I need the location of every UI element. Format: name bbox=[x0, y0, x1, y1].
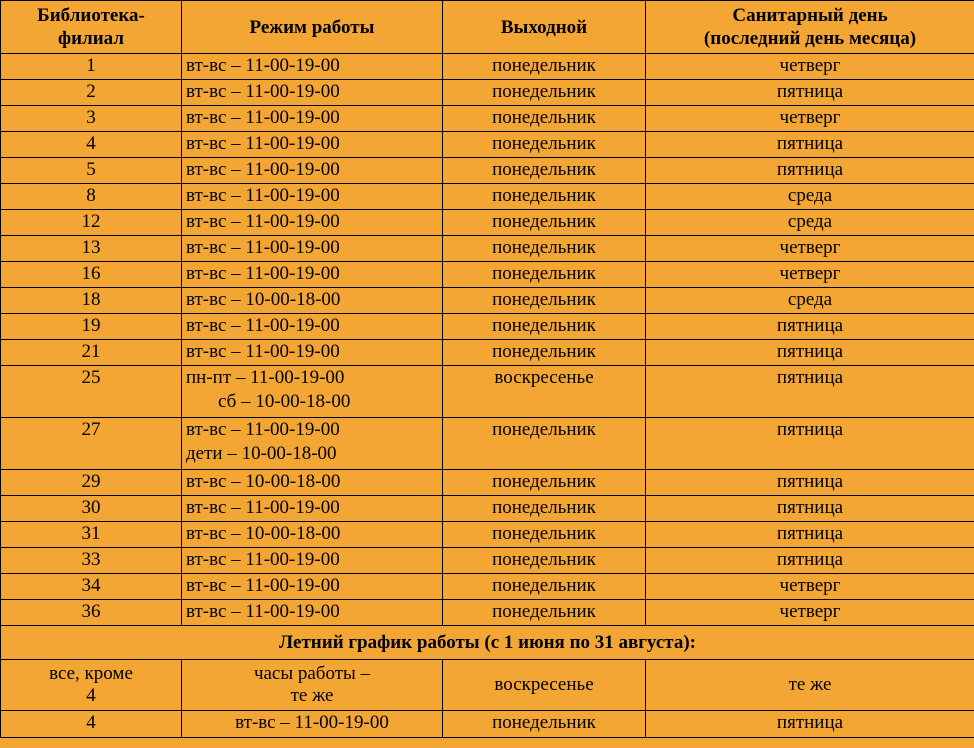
table-row bbox=[1, 158, 974, 184]
hours-cell bbox=[182, 340, 443, 366]
table-body bbox=[1, 54, 974, 626]
summer-branch: 4 bbox=[1, 711, 182, 738]
header-branch-line1: Библиотека- bbox=[37, 5, 145, 26]
hours-line: вт-вс – 11-00-19-00 bbox=[186, 81, 340, 102]
branch-number-cell: 18 bbox=[1, 288, 182, 314]
summer-branch-line2: 4 bbox=[86, 685, 96, 706]
table-row bbox=[1, 366, 974, 418]
table-row bbox=[1, 418, 974, 470]
summer-hours-line1: часы работы – bbox=[253, 663, 371, 684]
day-off-cell: понедельник bbox=[443, 184, 646, 210]
day-off-cell: понедельник bbox=[443, 106, 646, 132]
hours-line: вт-вс – 11-00-19-00 bbox=[186, 601, 340, 622]
day-off-cell: понедельник bbox=[443, 496, 646, 522]
branch-number-cell: 33 bbox=[1, 548, 182, 574]
branch-number-cell: 5 bbox=[1, 158, 182, 184]
hours-cell bbox=[182, 106, 443, 132]
day-off-cell: понедельник bbox=[443, 470, 646, 496]
hours-cell bbox=[182, 314, 443, 340]
hours-line: вт-вс – 11-00-19-00 bbox=[186, 159, 340, 180]
summer-hours bbox=[182, 660, 443, 711]
header-sanitary-line1: Санитарный день bbox=[732, 5, 888, 26]
sanitary-day-cell: пятница bbox=[646, 340, 974, 366]
sanitary-day-cell: пятница bbox=[646, 496, 974, 522]
day-off-cell: понедельник bbox=[443, 522, 646, 548]
sanitary-day-cell: среда bbox=[646, 210, 974, 236]
header-branch bbox=[1, 1, 182, 54]
hours-line: вт-вс – 10-00-18-00 bbox=[186, 471, 341, 492]
hours-cell bbox=[182, 80, 443, 106]
table-row bbox=[1, 288, 974, 314]
table-row bbox=[1, 54, 974, 80]
sanitary-day-cell: пятница bbox=[646, 366, 974, 418]
day-off-cell: понедельник bbox=[443, 340, 646, 366]
summer-row bbox=[1, 711, 974, 738]
hours-line: вт-вс – 10-00-18-00 bbox=[186, 523, 341, 544]
branch-number-cell: 25 bbox=[1, 366, 182, 418]
header-sanitary-line2: (последний день месяца) bbox=[703, 28, 917, 49]
branch-number-cell: 31 bbox=[1, 522, 182, 548]
day-off-cell: воскресенье bbox=[443, 366, 646, 418]
branch-number-cell: 29 bbox=[1, 470, 182, 496]
hours-cell bbox=[182, 522, 443, 548]
branch-number-cell: 34 bbox=[1, 574, 182, 600]
day-off-cell: понедельник bbox=[443, 80, 646, 106]
sanitary-day-cell: четверг bbox=[646, 54, 974, 80]
hours-cell bbox=[182, 158, 443, 184]
table-row bbox=[1, 600, 974, 626]
summer-hours-line2: те же bbox=[290, 685, 334, 706]
day-off-cell: понедельник bbox=[443, 418, 646, 470]
day-off-cell: понедельник bbox=[443, 574, 646, 600]
table-row bbox=[1, 80, 974, 106]
table-row bbox=[1, 340, 974, 366]
branch-number-cell: 8 bbox=[1, 184, 182, 210]
sanitary-day-cell: четверг bbox=[646, 236, 974, 262]
summer-day-off: понедельник bbox=[443, 711, 646, 738]
branch-number-cell: 27 bbox=[1, 418, 182, 470]
hours-line: вт-вс – 11-00-19-00 bbox=[186, 211, 340, 232]
sanitary-day-cell: среда bbox=[646, 184, 974, 210]
summer-row bbox=[1, 660, 974, 711]
summer-branch-line1: все, кроме bbox=[49, 663, 133, 684]
day-off-cell: понедельник bbox=[443, 158, 646, 184]
sanitary-day-cell: пятница bbox=[646, 548, 974, 574]
hours-cell bbox=[182, 418, 443, 470]
branch-number-cell: 13 bbox=[1, 236, 182, 262]
hours-line: вт-вс – 11-00-19-00 bbox=[186, 107, 340, 128]
summer-title: Летний график работы (с 1 июня по 31 августа): bbox=[1, 626, 974, 660]
header-sanitary bbox=[646, 1, 974, 54]
sanitary-day-cell: пятница bbox=[646, 470, 974, 496]
hours-line: вт-вс – 11-00-19-00 bbox=[186, 575, 340, 596]
summer-sanitary: те же bbox=[646, 660, 974, 711]
sanitary-day-cell: четверг bbox=[646, 262, 974, 288]
hours-cell bbox=[182, 600, 443, 626]
table-row bbox=[1, 184, 974, 210]
hours-line: вт-вс – 11-00-19-00 bbox=[186, 549, 340, 570]
day-off-cell: понедельник bbox=[443, 132, 646, 158]
header-day-off: Выходной bbox=[443, 1, 646, 54]
table-row bbox=[1, 522, 974, 548]
hours-cell bbox=[182, 132, 443, 158]
table-row bbox=[1, 236, 974, 262]
hours-cell bbox=[182, 210, 443, 236]
branch-number-cell: 4 bbox=[1, 132, 182, 158]
branch-number-cell: 16 bbox=[1, 262, 182, 288]
table-row bbox=[1, 106, 974, 132]
branch-number-cell: 30 bbox=[1, 496, 182, 522]
hours-cell bbox=[182, 236, 443, 262]
day-off-cell: понедельник bbox=[443, 600, 646, 626]
table-row bbox=[1, 210, 974, 236]
hours-cell bbox=[182, 496, 443, 522]
sanitary-day-cell: среда bbox=[646, 288, 974, 314]
summer-hours: вт-вс – 11-00-19-00 bbox=[182, 711, 443, 738]
day-off-cell: понедельник bbox=[443, 54, 646, 80]
branch-number-cell: 21 bbox=[1, 340, 182, 366]
day-off-cell: понедельник bbox=[443, 288, 646, 314]
hours-cell bbox=[182, 574, 443, 600]
branch-number-cell: 3 bbox=[1, 106, 182, 132]
header-row bbox=[1, 1, 974, 54]
hours-line: вт-вс – 11-00-19-00 bbox=[186, 315, 340, 336]
hours-line: сб – 10-00-18-00 bbox=[218, 391, 351, 412]
table-row bbox=[1, 548, 974, 574]
header-branch-line2: филиал bbox=[57, 28, 125, 49]
hours-line: вт-вс – 11-00-19-00 bbox=[186, 341, 340, 362]
branch-number-cell: 2 bbox=[1, 80, 182, 106]
day-off-cell: понедельник bbox=[443, 236, 646, 262]
sanitary-day-cell: пятница bbox=[646, 80, 974, 106]
hours-cell bbox=[182, 262, 443, 288]
hours-line: вт-вс – 10-00-18-00 bbox=[186, 289, 341, 310]
sanitary-day-cell: четверг bbox=[646, 600, 974, 626]
sanitary-day-cell: пятница bbox=[646, 418, 974, 470]
hours-line: вт-вс – 11-00-19-00 bbox=[186, 55, 340, 76]
hours-cell bbox=[182, 288, 443, 314]
day-off-cell: понедельник bbox=[443, 548, 646, 574]
hours-line: вт-вс – 11-00-19-00 bbox=[186, 185, 340, 206]
summer-sanitary: пятница bbox=[646, 711, 974, 738]
table-row bbox=[1, 262, 974, 288]
table-row bbox=[1, 314, 974, 340]
sanitary-day-cell: четверг bbox=[646, 106, 974, 132]
sanitary-day-cell: четверг bbox=[646, 574, 974, 600]
branch-number-cell: 19 bbox=[1, 314, 182, 340]
branch-number-cell: 36 bbox=[1, 600, 182, 626]
hours-line: вт-вс – 11-00-19-00 bbox=[186, 263, 340, 284]
branch-number-cell: 1 bbox=[1, 54, 182, 80]
hours-line: вт-вс – 11-00-19-00 bbox=[186, 237, 340, 258]
day-off-cell: понедельник bbox=[443, 210, 646, 236]
sanitary-day-cell: пятница bbox=[646, 314, 974, 340]
day-off-cell: понедельник bbox=[443, 314, 646, 340]
summer-title-row bbox=[1, 626, 974, 660]
table-row bbox=[1, 132, 974, 158]
table-row bbox=[1, 470, 974, 496]
table-row bbox=[1, 574, 974, 600]
sanitary-day-cell: пятница bbox=[646, 158, 974, 184]
hours-cell bbox=[182, 470, 443, 496]
summer-branch bbox=[1, 660, 182, 711]
hours-cell bbox=[182, 366, 443, 418]
hours-line: вт-вс – 11-00-19-00 bbox=[186, 133, 340, 154]
summer-day-off: воскресенье bbox=[443, 660, 646, 711]
table-header bbox=[1, 1, 974, 54]
hours-cell bbox=[182, 548, 443, 574]
sanitary-day-cell: пятница bbox=[646, 522, 974, 548]
hours-cell bbox=[182, 184, 443, 210]
branch-number-cell: 12 bbox=[1, 210, 182, 236]
header-hours: Режим работы bbox=[182, 1, 443, 54]
hours-line: пн-пт – 11-00-19-00 bbox=[186, 367, 345, 388]
table-row bbox=[1, 496, 974, 522]
sanitary-day-cell: пятница bbox=[646, 132, 974, 158]
hours-line: вт-вс – 11-00-19-00 bbox=[186, 419, 340, 440]
day-off-cell: понедельник bbox=[443, 262, 646, 288]
hours-line: вт-вс – 11-00-19-00 bbox=[186, 497, 340, 518]
hours-line: дети – 10-00-18-00 bbox=[186, 443, 337, 464]
hours-cell bbox=[182, 54, 443, 80]
summer-section bbox=[1, 626, 974, 738]
